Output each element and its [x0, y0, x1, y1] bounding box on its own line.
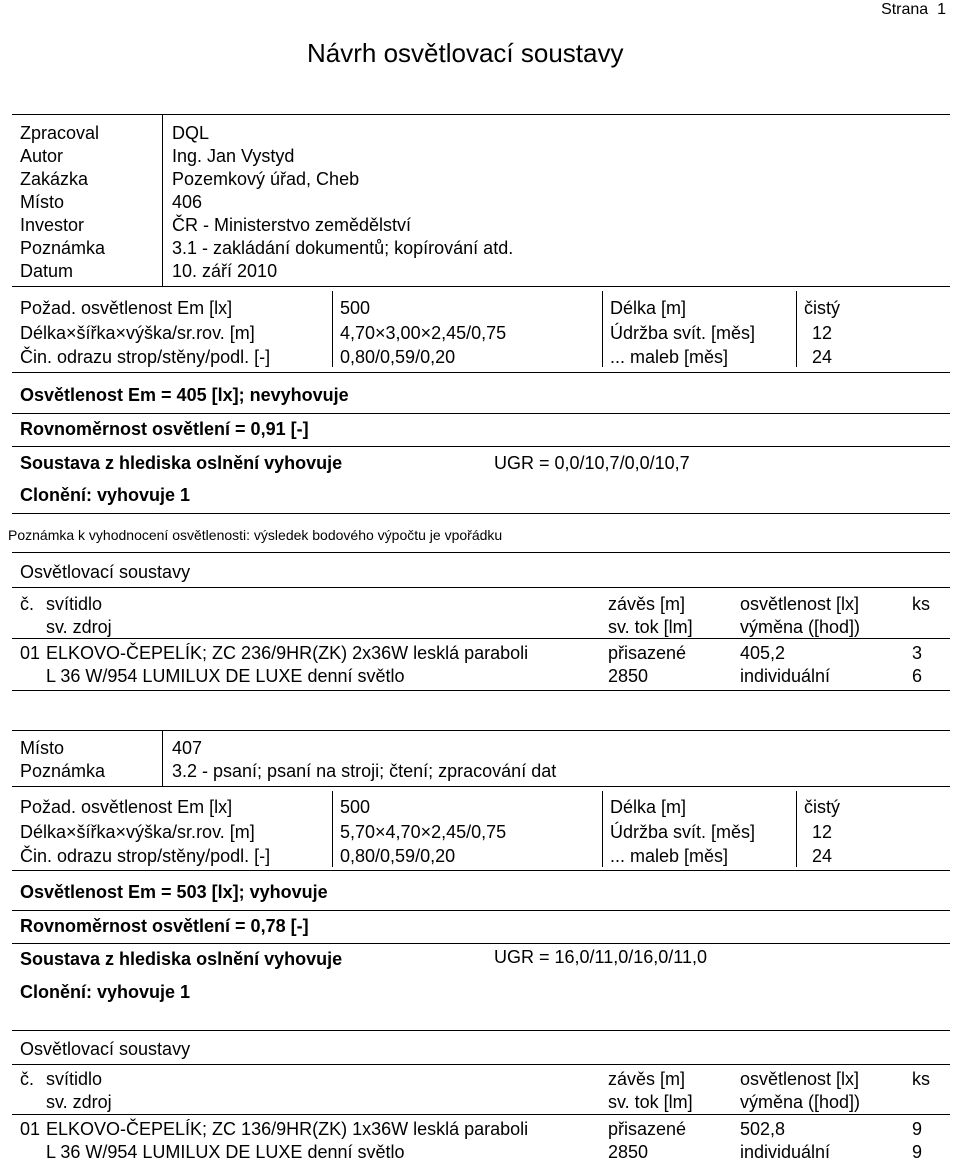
room2-ugr: UGR = 16,0/11,0/16,0/11,0	[494, 947, 707, 967]
divider	[12, 286, 950, 287]
room2-info-labels: Místo Poznámka	[20, 738, 106, 781]
room2-param-values2: čistý 12 24	[804, 797, 840, 866]
room1-uniformity: Rovnoměrnost osvětlení = 0,91 [-]	[20, 419, 309, 439]
room1-row-lux: 405,2 individuální	[740, 643, 831, 686]
divider	[12, 786, 950, 787]
room2-col-num: č.	[20, 1069, 35, 1089]
divider	[12, 446, 950, 447]
info-values: DQL Ing. Jan Vystyd Pozemkový úřad, Cheb 406 ČR - Ministerstvo zemědělství 3.1 - zakládání dokumentů; kopírování atd. 10. září 2010	[172, 123, 514, 281]
room1-param-values2: čistý 12 24	[804, 298, 840, 367]
room2-info-values: 407 3.2 - psaní; psaní na stroji; čtení; zpracování dat	[172, 738, 557, 781]
room2-row-luminaire: ELKOVO-ČEPELÍK; ZC 136/9HR(ZK) 1x36W lesklá paraboli L 36 W/954 LUMILUX DE LUXE denní světlo	[46, 1119, 529, 1162]
room2-shading: Clonění: vyhovuje 1	[20, 982, 191, 1002]
room2-row-lux: 502,8 individuální	[740, 1119, 831, 1162]
room1-row-luminaire: ELKOVO-ČEPELÍK; ZC 236/9HR(ZK) 2x36W lesklá paraboli L 36 W/954 LUMILUX DE LUXE denní světlo	[46, 643, 529, 686]
divider	[12, 372, 950, 373]
room1-col-lux: osvětlenost [lx] výměna ([hod])	[740, 594, 861, 637]
divider	[602, 791, 603, 867]
room2-col-lux: osvětlenost [lx] výměna ([hod])	[740, 1069, 861, 1112]
room1-row-num: 01	[20, 643, 41, 663]
room2-row-mount: přisazené 2850	[608, 1119, 687, 1162]
divider	[332, 291, 333, 367]
room2-row-ks: 9 9	[912, 1119, 923, 1162]
divider	[162, 114, 163, 286]
room1-illuminance: Osvětlenost Em = 405 [lx]; nevyhovuje	[20, 385, 349, 405]
divider	[12, 910, 950, 911]
divider	[12, 1064, 950, 1065]
room1-system-title: Osvětlovací soustavy	[20, 562, 191, 582]
room2-col-luminaire: svítidlo sv. zdroj	[46, 1069, 112, 1112]
room2-system-title: Osvětlovací soustavy	[20, 1039, 191, 1059]
divider	[162, 730, 163, 786]
room2-param-labels2: Délka [m] Údržba svít. [měs] ... maleb [měs]	[610, 797, 756, 866]
room2-param-values: 500 5,70×4,70×2,45/0,75 0,80/0,59/0,20	[340, 797, 507, 866]
divider	[12, 690, 950, 691]
room2-glare: Soustava z hlediska oslnění vyhovuje	[20, 949, 343, 969]
divider	[12, 730, 950, 731]
room1-glare: Soustava z hlediska oslnění vyhovuje	[20, 453, 343, 473]
divider	[602, 291, 603, 367]
room1-col-mount: závěs [m] sv. tok [lm]	[608, 594, 693, 637]
room1-param-labels: Požad. osvětlenost Em [lx] Délka×šířka×výška/sr.rov. [m] Čin. odrazu strop/stěny/podl. [-]	[20, 298, 271, 367]
room1-col-num: č.	[20, 594, 35, 614]
divider	[12, 413, 950, 414]
room1-ugr: UGR = 0,0/10,7/0,0/10,7	[494, 453, 690, 473]
room1-row-ks: 3 6	[912, 643, 923, 686]
divider	[12, 943, 950, 944]
divider	[12, 114, 950, 115]
room2-col-ks: ks	[912, 1069, 930, 1089]
room1-param-values: 500 4,70×3,00×2,45/0,75 0,80/0,59/0,20	[340, 298, 507, 367]
room1-col-ks: ks	[912, 594, 930, 614]
page-number: Strana 1	[881, 1, 946, 18]
room1-row-mount: přisazené 2850	[608, 643, 687, 686]
room1-note: Poznámka k vyhodnocení osvětlenosti: výsledek bodového výpočtu je vpořádku	[8, 527, 503, 543]
divider	[332, 791, 333, 867]
room2-param-labels: Požad. osvětlenost Em [lx] Délka×šířka×výška/sr.rov. [m] Čin. odrazu strop/stěny/podl. [-]	[20, 797, 271, 866]
room2-uniformity: Rovnoměrnost osvětlení = 0,78 [-]	[20, 916, 309, 936]
divider	[12, 1030, 950, 1031]
room1-param-labels2: Délka [m] Údržba svít. [měs] ... maleb [měs]	[610, 298, 756, 367]
room2-col-mount: závěs [m] sv. tok [lm]	[608, 1069, 693, 1112]
divider	[12, 870, 950, 871]
info-labels: Zpracoval Autor Zakázka Místo Investor Poznámka Datum	[20, 123, 106, 281]
room2-row-num: 01	[20, 1119, 41, 1139]
room1-shading: Clonění: vyhovuje 1	[20, 485, 191, 505]
divider	[12, 587, 950, 588]
divider	[12, 1114, 950, 1115]
divider	[12, 638, 950, 639]
divider	[796, 291, 797, 367]
divider	[12, 513, 950, 514]
room2-illuminance: Osvětlenost Em = 503 [lx]; vyhovuje	[20, 882, 328, 902]
divider	[796, 791, 797, 867]
room1-col-luminaire: svítidlo sv. zdroj	[46, 594, 112, 637]
page-title: Návrh osvětlovací soustavy	[307, 38, 624, 68]
divider	[12, 552, 950, 553]
